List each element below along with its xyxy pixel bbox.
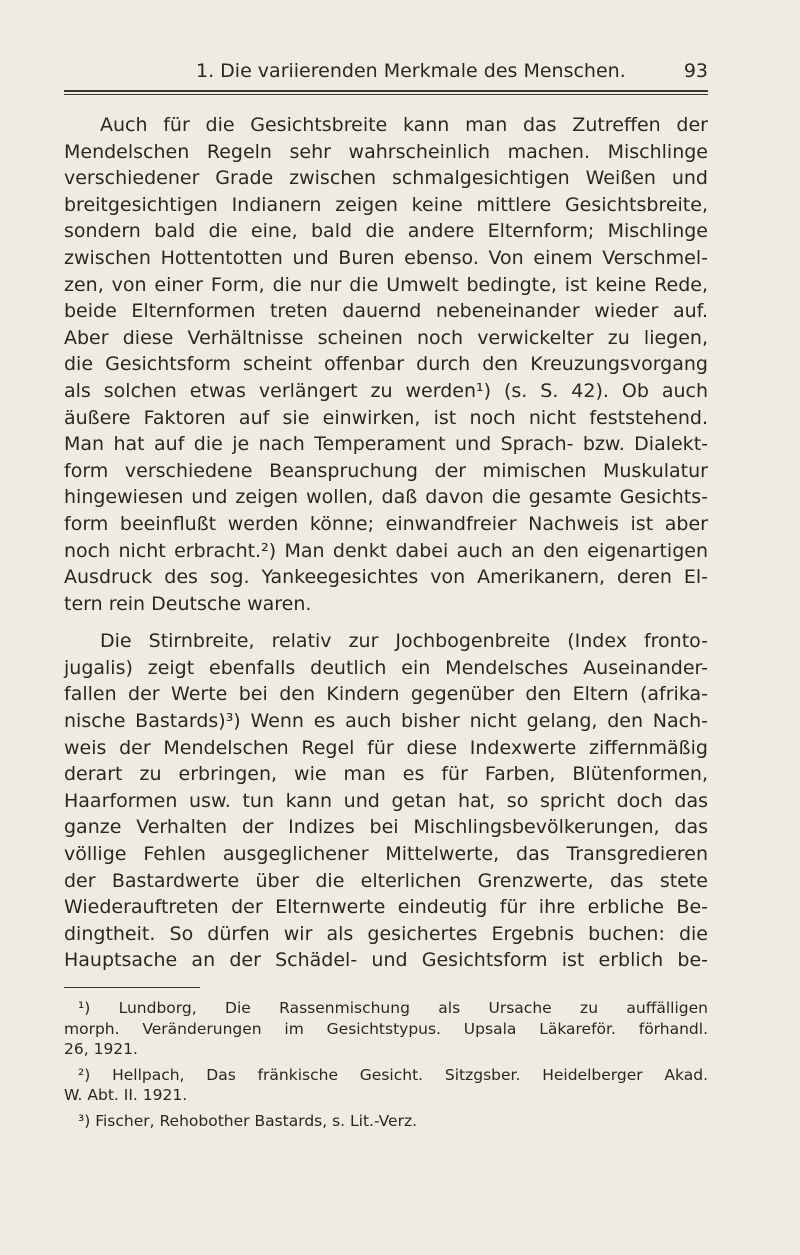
footnotes (64, 998, 708, 1132)
footnote-2 (64, 1065, 708, 1106)
text-line: tern rein Deutsche waren. (64, 592, 312, 615)
text-line: jugalis) zeigt ebenfalls deutlich ein Mendelsches Auseinander- (64, 656, 708, 679)
header-rule-thick (64, 90, 708, 92)
text-line: zen, von einer Form, die nur die Umwelt bedingte, ist keine Rede, (64, 273, 708, 296)
text-line: der Bastardwerte über die elterlichen Grenzwerte, das stete (64, 869, 708, 892)
text-line: Haarformen usw. tun kann und getan hat, so spricht doch das (64, 789, 708, 812)
text-line: derart zu erbringen, wie man es für Farben, Blütenformen, (64, 763, 708, 786)
text-line: Aber diese Verhältnisse scheinen noch verwickelter zu liegen, (64, 326, 708, 349)
header-rule-thin (64, 94, 708, 95)
footnote-1 (64, 998, 708, 1060)
text-line: Ausdruck des sog. Yankeegesichtes von Amerikanern, deren El- (64, 566, 708, 589)
page-number: 93 (683, 60, 708, 82)
text-line: verschiedener Grade zwischen schmalgesichtigen Weißen und (64, 167, 708, 190)
text-line: hingewiesen und zeigen wollen, daß davon die gesamte Gesichts- (64, 486, 708, 509)
text-line: beide Elternformen treten dauernd nebeneinander wieder auf. (64, 300, 708, 323)
text-line: völlige Fehlen ausgeglichener Mittelwerte, das Transgredieren (64, 843, 708, 866)
paragraph-1 (64, 112, 708, 617)
running-title: 1. Die variierenden Merkmale des Menschen. (196, 60, 626, 82)
footnote-line: W. Abt. II. 1921. (64, 1086, 188, 1105)
text-line: ganze Verhalten der Indizes bei Mischlingsbevölkerungen, das (64, 816, 708, 839)
text-line: Die Stirnbreite, relativ zur Jochbogenbreite (Index fronto- (100, 630, 708, 653)
paragraph-2 (64, 628, 708, 974)
text-line: form verschiedene Beanspruchung der mimischen Muskulatur (64, 459, 708, 482)
running-header (62, 58, 708, 88)
footnote-3 (64, 1111, 708, 1132)
text-line: weis der Mendelschen Regel für diese Indexwerte ziffernmäßig (64, 736, 708, 759)
text-line: Auch für die Gesichtsbreite kann man das Zutreffen der (100, 114, 708, 136)
text-line: Hauptsache an der Schädel- und Gesichtsform ist erblich be- (64, 949, 708, 972)
text-line: zwischen Hottentotten und Buren ebenso. Von einem Verschmel- (64, 246, 708, 269)
text-line: die Gesichtsform scheint offenbar durch den Kreuzungsvorgang (64, 353, 708, 376)
text-line: Mendelschen Regeln sehr wahrscheinlich machen. Mischlinge (64, 140, 708, 163)
text-line: sondern bald die eine, bald die andere Elternform; Mischlinge (64, 220, 708, 243)
text-line: form beeinflußt werden könne; einwandfreier Nachweis ist aber (64, 512, 708, 535)
footnote-line: ³) Fischer, Rehobother Bastards, s. Lit.-Verz. (78, 1111, 418, 1130)
footnote-line: ¹) Lundborg, Die Rassenmischung als Ursache zu auffälligen (78, 999, 708, 1017)
body-text (64, 112, 708, 974)
text-line: als solchen etwas verlängert zu werden¹) (s. S. 42). Ob auch (64, 379, 708, 402)
footnote-line: morph. Veränderungen im Gesichtstypus. Upsala Läkareför. förhandl. (64, 1019, 708, 1038)
footnote-line: ²) Hellpach, Das fränkische Gesicht. Sitzgsber. Heidelberger Akad. (78, 1065, 708, 1084)
text-line: noch nicht erbracht.²) Man denkt dabei auch an den eigenartigen (64, 539, 708, 562)
footnote-separator (64, 987, 200, 988)
text-line: Wiederauftreten der Elternwerte eindeutig für ihre erbliche Be- (64, 896, 708, 919)
footnote-line: 26, 1921. (64, 1040, 138, 1059)
text-line: breitgesichtigen Indianern zeigen keine mittlere Gesichtsbreite, (64, 193, 708, 216)
text-line: fallen der Werte bei den Kindern gegenüber den Eltern (afrika- (64, 683, 708, 706)
text-line: äußere Faktoren auf sie einwirken, ist noch nicht feststehend. (64, 406, 708, 429)
text-line: dingtheit. So dürfen wir als gesichertes Ergebnis buchen: die (64, 922, 708, 945)
text-line: Man hat auf die je nach Temperament und Sprach- bzw. Dialekt- (64, 433, 708, 456)
text-line: nische Bastards)³) Wenn es auch bisher nicht gelang, den Nach- (64, 710, 708, 733)
